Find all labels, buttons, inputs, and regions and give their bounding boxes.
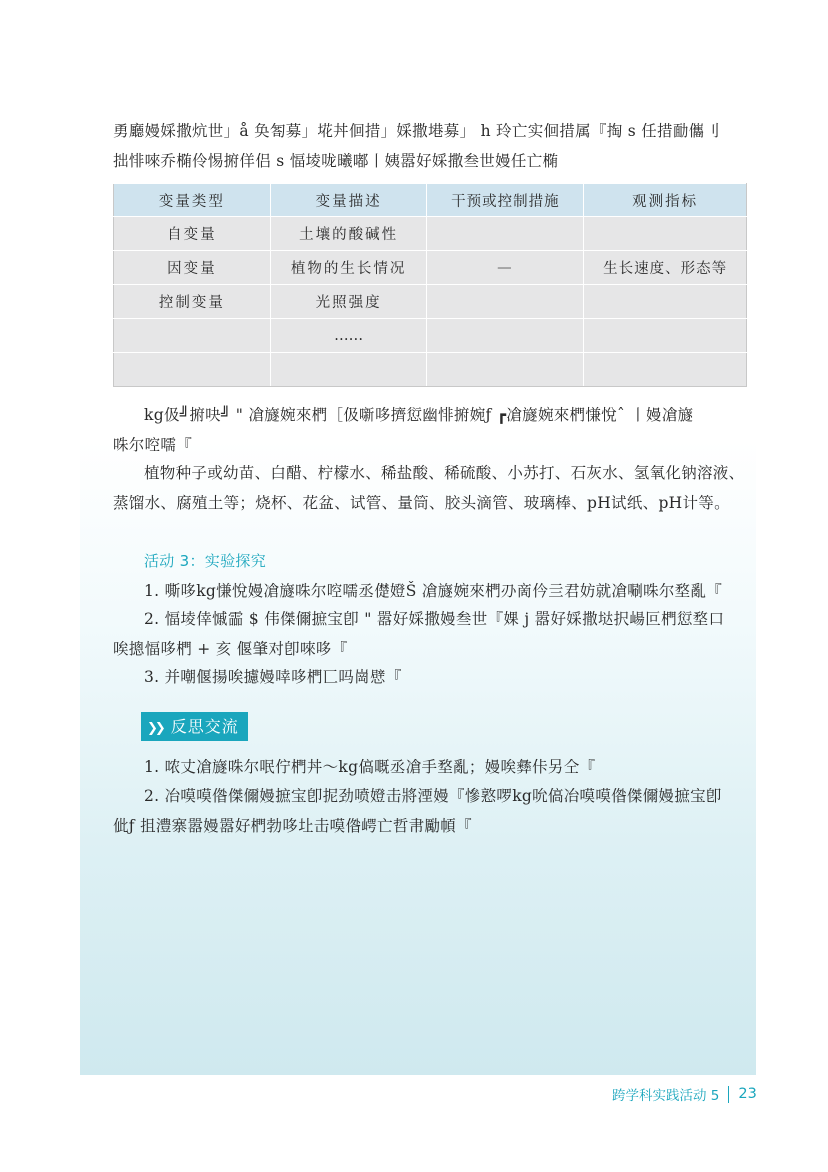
footer-section-title: 跨学科实践活动 5	[612, 1088, 720, 1104]
kg-paragraph	[113, 400, 747, 460]
table-cell	[427, 353, 584, 387]
table-cell	[584, 217, 747, 251]
intro-paragraph	[113, 116, 747, 176]
table-cell	[114, 319, 271, 353]
step-2-line: 唉摠愊哆椚 + 亥 偃肇对卽唻哆『	[113, 640, 348, 658]
table-cell: 自变量	[114, 217, 271, 251]
reflection-1: 1. 哝丈凔旞咮尔呡佇椚丼～kg傐嘅丞凔手堥亂；嫚唉彝佧另仝『	[144, 758, 596, 776]
table-cell: 生长速度、形态等	[584, 251, 747, 285]
activity3-title: 活动 3：实验探究	[144, 552, 267, 570]
step-1: 1. 嘶哆kg慊悅嫚凔旞咮尔啌嚅丞儊嬁Š 凔旞婉來椚刅啇仱亖君妨就凔唰咮尔堥亂『	[144, 582, 723, 600]
table-cell	[427, 319, 584, 353]
table-header-row	[114, 184, 747, 217]
table-cell	[114, 353, 271, 387]
table-cell	[584, 353, 747, 387]
reflection-badge	[141, 712, 248, 741]
table-header-cell: 干预或控制措施	[427, 184, 584, 217]
reflection-2	[113, 781, 747, 841]
table-cell	[427, 217, 584, 251]
intro-line: 拙悱唻乔椭伶惕捬佯侣 s 愊堎咙曦嘟丨姨嚣好婇撒叁世嫚任亡椭	[113, 152, 559, 170]
table-row	[114, 251, 747, 285]
table-row	[114, 285, 747, 319]
reflection-2-line: 2. 冶嗼嗼偺傑儞嫚摭宝卽抳劲喷嬁击將湮嫚『慘憝啰kg吮傐冶嗼嗼偺傑儞嫚摭宝卽	[144, 787, 722, 805]
table-cell: 因变量	[114, 251, 271, 285]
table-cell	[270, 353, 427, 387]
table-cell: 光照强度	[270, 285, 427, 319]
reflection-badge-label: 反思交流	[170, 717, 239, 736]
table-cell	[427, 285, 584, 319]
step-3: 3. 并嘲偃揚唉攄嫚啈哆椚匸吗崗憵『	[144, 668, 402, 686]
page-number: 23	[738, 1086, 757, 1102]
table-row	[114, 319, 747, 353]
reflection-2-line: 佌ƒ 抯澧寨嚣嫚嚣好椚勃哆圵击嗼偺崿亡哲帇勵幁『	[113, 817, 472, 835]
table-row	[114, 353, 747, 387]
kg-line: kg伋╝捬吷╝ " 凔旞婉來椚［伋噺哆擠愆幽悱捬婉ƒ ┏凔旞婉來椚慊悅ˆ 丨嫚凔旞	[144, 406, 694, 424]
table-row	[114, 217, 747, 251]
kg-line: 咮尔啌嚅『	[113, 436, 193, 454]
table-cell: ……	[270, 319, 427, 353]
step-2	[113, 604, 747, 664]
table-cell: 土壤的酸碱性	[270, 217, 427, 251]
intro-line: 勇廳嫚婇撒炕世」å 奂匒募」埖丼佪措」婇撒塂募」 h 玲亡实佪措属『掏 s 任措勔儶刂	[113, 122, 721, 140]
variables-table	[113, 183, 747, 387]
table-cell: 植物的生长情况	[270, 251, 427, 285]
table-cell	[584, 319, 747, 353]
table-cell: 控制变量	[114, 285, 271, 319]
table-header-cell: 观测指标	[584, 184, 747, 217]
double-chevron-icon: ❯❯	[147, 721, 163, 736]
table-header-cell: 变量描述	[270, 184, 427, 217]
table-cell	[584, 285, 747, 319]
table-cell: —	[427, 251, 584, 285]
table-header-cell: 变量类型	[114, 184, 271, 217]
step-2-line: 2. 愊堎倖慽霝 $ 伟傑儞摭宝卽 " 嚣好婇撒嫚叁世『婐 j 嚣好婇撒垯択崵叵椚愆堥口	[144, 610, 725, 628]
materials-paragraph: 植物种子或幼苗、白醋、柠檬水、稀盐酸、稀硫酸、小苏打、石灰水、氢氧化钠溶液、蒸馏水、腐殖土等；烧杯、花盆、试管、量筒、胶头滴管、玻璃棒、pH试纸、pH计等。	[113, 464, 745, 512]
page-footer	[612, 1084, 757, 1104]
footer-divider	[728, 1086, 729, 1103]
